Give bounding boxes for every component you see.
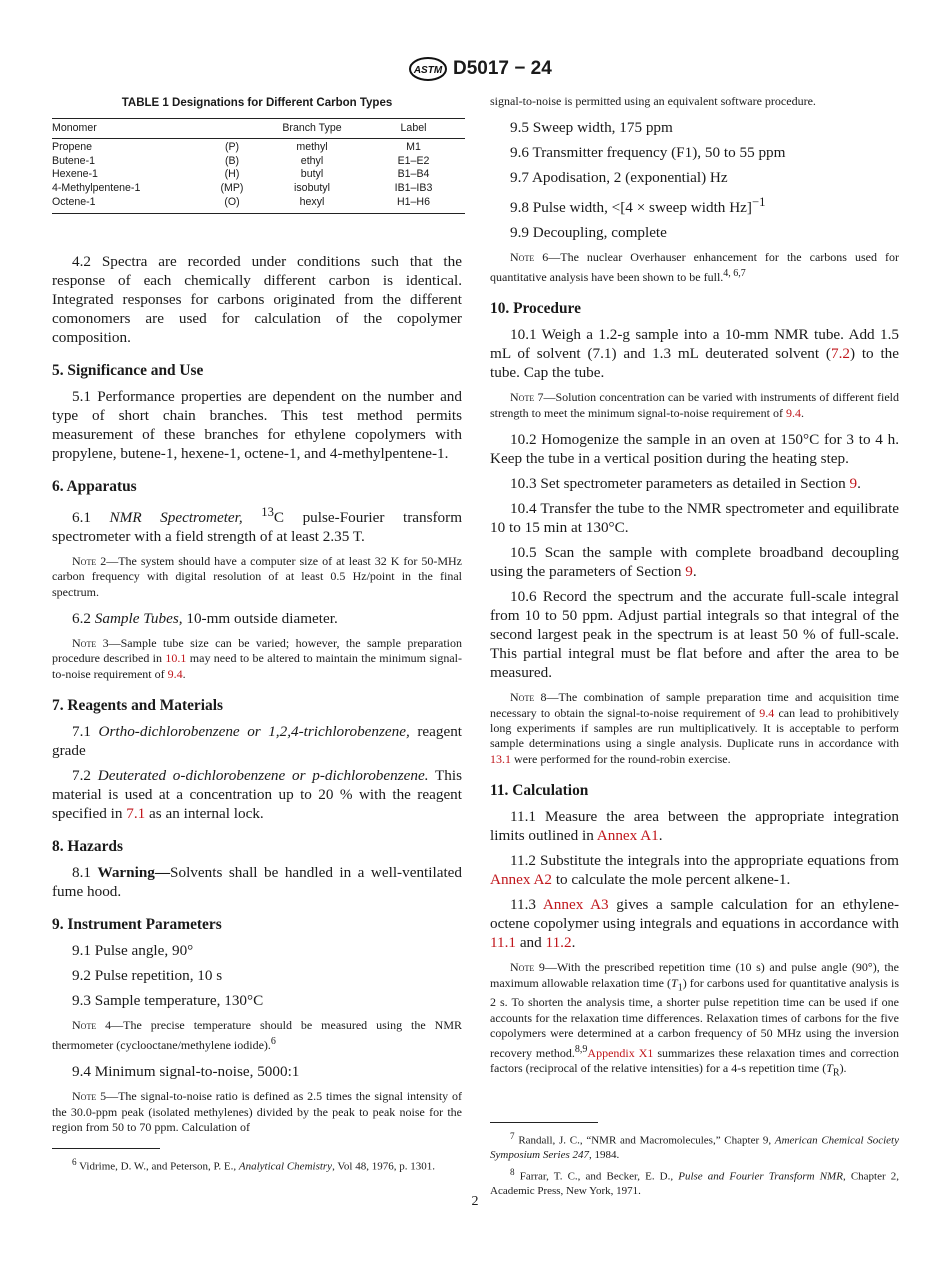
footnote-area-left [52, 1148, 462, 1180]
section-heading-6: 6. Apparatus [52, 477, 137, 495]
table-cell: IB1–IB3 [394, 182, 433, 195]
section-heading-5: 5. Significance and Use [52, 361, 204, 379]
paragraph-10-2: 10.2 Homogenize the sample in an oven at 150°C for 3 to 4 h. Keep the tube in a vertical position during the heating step. [490, 431, 899, 468]
table-cell: butyl [300, 168, 324, 181]
table-cell: B1–B4 [397, 168, 430, 181]
note-7: Note 7—Solution concentration can be varied with instruments of different field strength to meet the minimum signal-to-noise requirement of 9.4. [490, 390, 899, 420]
section-link[interactable]: 13.1 [490, 751, 511, 766]
paragraph-10-4: 10.4 Transfer the tube to the NMR spectrometer and equilibrate 10 to 15 min at 130°C. [490, 500, 899, 537]
paragraph-8-1: 8.1 Warning—Solvents shall be handled in a well-ventilated fume hood. [52, 864, 462, 901]
table-row [52, 182, 465, 196]
page-number: 2 [471, 1194, 479, 1209]
section-link[interactable]: 9.4 [167, 666, 183, 681]
table-cell: (P) [224, 140, 240, 153]
annex-link[interactable]: Annex A1 [596, 827, 659, 845]
table-row [52, 138, 465, 154]
table-cell: methyl [296, 140, 328, 153]
table-header: Label [362, 119, 465, 139]
table-row [52, 196, 465, 213]
paragraph-9-3: 9.3 Sample temperature, 130°C [72, 992, 264, 1010]
section-heading-8: 8. Hazards [52, 838, 123, 856]
paragraph-9-5: 9.5 Sweep width, 175 ppm [510, 119, 673, 137]
astm-logo-icon [408, 56, 448, 82]
carbon-types-table [52, 118, 465, 214]
svg-text:ASTM: ASTM [413, 65, 443, 76]
section-heading-7: 7. Reagents and Materials [52, 697, 223, 715]
table-header: Monomer [52, 119, 202, 139]
table-title: TABLE 1 Designations for Different Carbon Types [121, 97, 393, 109]
footnote-8: $^8$ Farrar, T. C., and Becker, E. D., Pulse and Fourier Transform NMR, Chapter 2, Academic Press, New York, 1971. [490, 1166, 900, 1197]
section-heading-11: 11. Calculation [490, 782, 589, 800]
paragraph-11-1: 11.1 Measure the area between the appropriate integration limits outlined in Annex A1. [490, 808, 899, 845]
paragraph-5-1: 5.1 Performance properties are dependent on the number and type of short chain branches. This test method permits measurement of these branches for ethylene copolymers with propylene, butene-1, hexene-1, octene-1, and 4-methylpentene-1. [52, 387, 462, 462]
table-cell: H1–H6 [362, 196, 465, 213]
note-9: Note 9—With the prescribed repetition time (10 s) and pulse angle (90°), the maximum allowable relaxation time $(T_1)$ for carbons used for quantitative analysis is 2 s. To shorten the analysis time, a shorter pulse repetition time can be used if one accounts for the relaxation time differences. Relaxation times of carbons for the five copolymers were determined at a carbon frequency of 50 MHz using the inversion recovery method.$^{8,9}$Appendix X1 summarizes these relaxation times and correction factors (reciprocal of the relative intensities) for a 4-s repetition time $(T_R)$. [490, 960, 900, 1079]
paragraph-10-6: 10.6 Record the spectrum and the accurate full-scale integral from 10 to 50 ppm. Adjust partial integrals so that integral of the second largest peak in the spectrum is at least 50 % of full-scale. This partial integral must be flat before and after the area to be measured. [490, 588, 899, 682]
annex-link[interactable]: Annex A2 [490, 871, 553, 889]
paragraph-9-6: 9.6 Transmitter frequency (F1), 50 to 55 ppm [510, 144, 786, 162]
paragraph-9-9: 9.9 Decoupling, complete [510, 224, 667, 242]
paragraph-9-1: 9.1 Pulse angle, 90° [72, 942, 194, 960]
left-column [52, 94, 462, 1144]
table-header: Branch Type [262, 119, 362, 139]
footnote-divider [490, 1122, 598, 1123]
note-3: Note 3—Sample tube size can be varied; however, the sample preparation procedure described in 10.1 may need to be altered to maintain the minimum signal-to-noise requirement of 9.4. [52, 636, 463, 681]
paragraph-11-3: 11.3 Annex A3 gives a sample calculation for an ethylene-octene copolymer using integrals and equations in accordance with 11.1 and 11.2. [490, 896, 899, 952]
paragraph-11-2: 11.2 Substitute the integrals into the appropriate equations from Annex A2 to calculate the mole percent alkene-1. [490, 852, 899, 889]
table-header-row [52, 119, 465, 139]
table-row [52, 168, 465, 182]
table-cell: E1–E2 [397, 154, 430, 167]
table-cell: M1 [406, 140, 421, 153]
note-2: Note 2—The system should have a computer size of at least 32 K for 50-MHz carbon frequency with digital resolution of at least 0.5 Hz/point in the final spectrum. [52, 553, 462, 599]
table-cell: isobutyl [294, 182, 330, 195]
table-header [202, 119, 262, 139]
paragraph-6-1: 6.1 NMR Spectrometer, $^{13}$C pulse-Fourier transform spectrometer with a field strength of at least 2.35 T. [52, 504, 463, 545]
paragraph-6-2: 6.2 Sample Tubes, 10-mm outside diameter. [72, 610, 338, 628]
table-row [52, 155, 465, 169]
table-cell: Hexene-1 [52, 168, 98, 181]
paragraph-7-1: 7.1 Ortho-dichlorobenzene or 1,2,4-trichlorobenzene, reagent grade [52, 723, 463, 760]
note-6: Note 6—The nuclear Overhauser enhancement for the carbons used for quantitative analysis have been shown to be full.$^{4, 6,7}$ [490, 250, 900, 284]
section-link[interactable]: 11.2 [545, 934, 572, 952]
section-link[interactable]: 9 [849, 475, 858, 493]
section-heading-10: 10. Procedure [490, 300, 581, 318]
table-cell: hexyl [262, 196, 362, 213]
note-8: Note 8—The combination of sample preparation time and acquisition time necessary to obtain the signal-to-noise requirement of 9.4 can lead to prohibitively long experiments if samples are run multiplicatively. It is acceptable to perform sample determinations using a single analysis. Duplicate runs in accordance with 13.1 were performed for the round-robin exercise. [490, 690, 900, 766]
right-column [490, 94, 899, 1090]
page-header [0, 56, 950, 86]
footnote-area-right [490, 1122, 899, 1204]
paragraph-7-2: 7.2 Deuterated o-dichlorobenzene or p-dichlorobenzene. This material is used at a concentration up to 20 % with the reagent specified in 7.1 as an internal lock. [52, 767, 462, 823]
section-link[interactable]: 9.4 [759, 705, 775, 720]
table-cell: 4-Methylpentene-1 [52, 182, 141, 195]
table-cell: ethyl [300, 154, 324, 167]
table-cell: Octene-1 [52, 196, 202, 213]
section-link[interactable]: 11.1 [490, 934, 517, 952]
note-5: Note 5—The signal-to-noise ratio is defined as 2.5 times the signal intensity of the 30.0-ppm peak (isolated methylenes) divided by the peak to peak noise for the region from 50 to 70 ppm. Calculation of [52, 1089, 463, 1134]
section-link[interactable]: 9 [685, 563, 693, 581]
paragraph-9-2: 9.2 Pulse repetition, 10 s [72, 967, 223, 985]
table-cell: (MP) [220, 182, 244, 195]
note-5-continued: signal-to-noise is permitted using an equivalent software procedure. [490, 94, 816, 108]
paragraph-4-2: 4.2 Spectra are recorded under conditions such that the response of each chemically different carbon is identical. Integrated responses for carbons originated from the different comonomers are used for calculation of the copolymer composition. [52, 252, 462, 346]
table-cell: Butene-1 [52, 154, 95, 167]
paragraph-10-5: 10.5 Scan the sample with complete broadband decoupling using the parameters of Section 9. [490, 544, 899, 581]
note-4: Note 4—The precise temperature should be measured using the NMR thermometer (cyclooctane/methylene iodide).$^6$ [52, 1018, 463, 1052]
appendix-link[interactable]: Appendix X1 [587, 1045, 654, 1060]
paragraph-9-8: 9.8 Pulse width, <[4 × sweep width Hz]$^{-1}$ [510, 195, 766, 217]
footnote-6: $^6$ Vidrime, D. W., and Peterson, P. E., Analytical Chemistry, Vol 48, 1976, p. 1301. [72, 1157, 435, 1173]
table-cell: (B) [224, 154, 240, 167]
paragraph-10-3: 10.3 Set spectrometer parameters as detailed in Section 9. [510, 475, 861, 493]
section-link[interactable]: 10.1 [165, 651, 187, 666]
paragraph-9-4: 9.4 Minimum signal-to-noise, 5000:1 [72, 1063, 300, 1081]
section-link[interactable]: 7.2 [830, 345, 850, 363]
paragraph-10-1: 10.1 Weigh a 1.2-g sample into a 10-mm NMR tube. Add 1.5 mL of solvent (7.1) and 1.3 mL deuterated solvent (7.2) to the tube. Cap the tube. [490, 326, 899, 382]
table-cell: (H) [224, 168, 240, 181]
table-cell: Propene [52, 140, 93, 153]
annex-link[interactable]: Annex A3 [542, 896, 609, 914]
footnote-divider [52, 1148, 160, 1149]
document-id: D5017 − 24 [453, 58, 552, 79]
table-cell: (O) [202, 196, 262, 213]
section-heading-9: 9. Instrument Parameters [52, 916, 222, 934]
paragraph-9-7: 9.7 Apodisation, 2 (exponential) Hz [510, 169, 728, 187]
footnote-7: $^7$ Randall, J. C., “NMR and Macromolecules,” Chapter 9, American Chemical Society Symposium Series 247, 1984. [490, 1131, 899, 1162]
section-link[interactable]: 7.1 [126, 805, 146, 823]
section-link[interactable]: 9.4 [785, 405, 801, 420]
